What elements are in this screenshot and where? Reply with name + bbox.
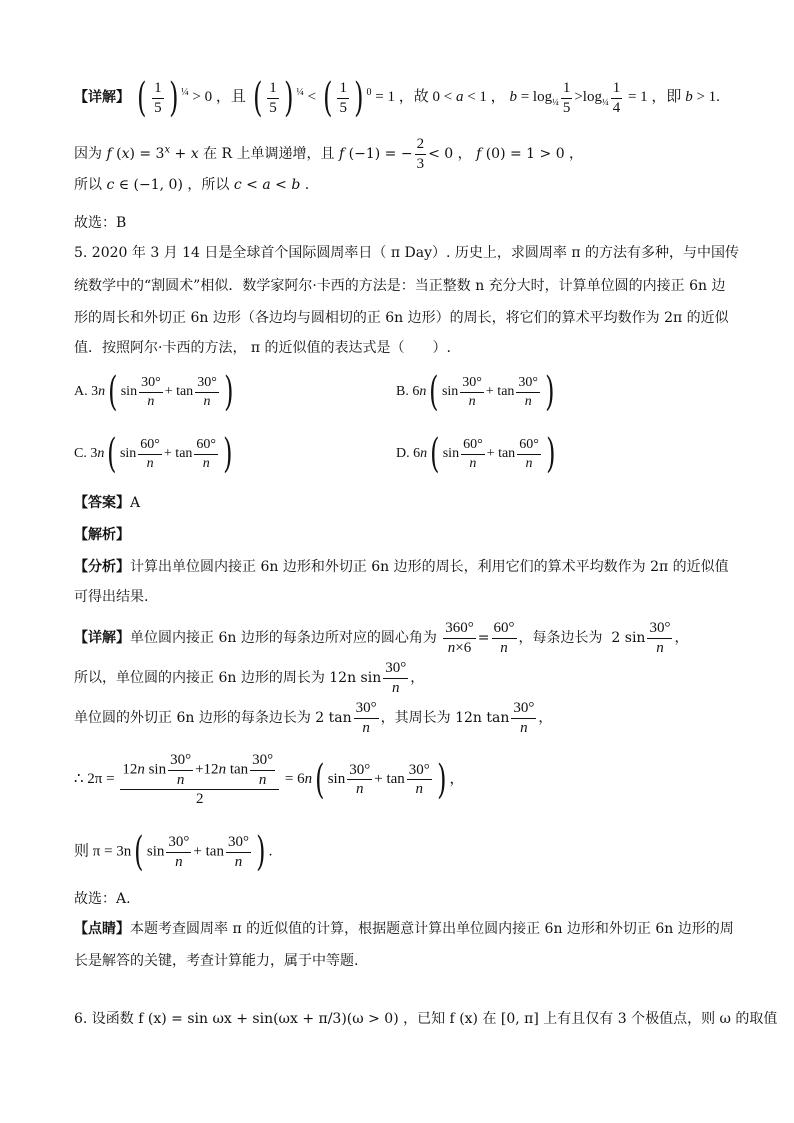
solution-line-3: 所以 c ∈ (−1, 0) ，所以 c < a < b . [74, 177, 310, 193]
option-a: A. 3n( sin $\frac{30^\circ}{n}$ + tan $\frac{30^\circ}{n}$ ) [74, 369, 234, 415]
option-b: B. 6n( sin $\frac{30^\circ}{n}$ + tan $\frac{30^\circ}{n}$ ) [396, 369, 555, 415]
detail-line-1: 【详解】单位圆内接正 6n 边形的每条边所对应的圆心角为 $\frac{360^\circ}{n\times 6}$ = $\frac{60^\circ}{n}$ ，每条边长为 2 sin $\frac{30^\circ}{n}$ ， [74, 620, 689, 656]
answer-line: 【答案】A [74, 495, 141, 511]
solution-line-2: 因为 f $(x) = 3^x + x$ 在 R 上单调递增，且 f (−1) = − $\frac{2}{3}$ < 0 ， f (0) = 1 > 0 ， [74, 136, 584, 172]
detail-line-5: 则 π = 3n( sin $\frac{30^\circ}{n}$ + tan $\frac{30^\circ}{n}$ ) . [74, 829, 273, 875]
question-6-line-1: 6. 设函数 f (x) = sin ωx + sin(ωx + π/3)(ω > 0) ，已知 f (x) 在 [0, π] 上有且仅有 3 个极值点，则 ω 的取值 [74, 1011, 778, 1027]
comment-line-2: 长是解答的关键，考查计算能力，属于中等题. [74, 953, 359, 969]
option-d: D. 6n( sin $\frac{60^\circ}{n}$ + tan $\frac{60^\circ}{n}$ ) [396, 431, 556, 477]
detail-line-3: 单位圆的外切正 6n 边形的每条边长为 2 tan $\frac{30^\circ}{n}$ ，其周长为 12n tan $\frac{30^\circ}{n}$ ， [74, 700, 553, 736]
question-5-line-1: 5. 2020 年 3 月 14 日是全球首个国际圆周率日（ π Day）. 历史上，求圆周率 π 的方法有多种，与中国传 [74, 245, 739, 261]
question-5-line-2: 统数学中的“割圆术”相似．数学家阿尔·卡西的方法是：当正整数 n 充分大时，计算单位圆的内接正 6n 边 [74, 278, 726, 294]
question-5-line-3: 形的周长和外切正 6n 边形（各边均与圆相切的正 6n 边形）的周长，将它们的算术平均数作为 2π 的近似 [74, 310, 729, 326]
math-expression: ( $\frac{1}{5}$ ) $^{\frac{1}{4}}$ > 0 ，且 ( $\frac{1}{5}$ ) $^{\frac{1}{4}}$ < ( $\frac{1}{5}$ ) $^0$ = 1 ，故 0 < a < 1 ， $b = \log_{\frac{1}{4}}$ $\frac{1}{5}$ $>\log_{\frac{1}{4}}$ $\frac{1}{4}$ = 1 ，即 b > 1. [137, 75, 720, 121]
question-5-line-4: 值．按照阿尔·卡西的方法， π 的近似值的表达式是（ ）. [74, 340, 452, 356]
choice-result-b: 故选：B [74, 215, 127, 231]
analysis-line-1: 【分析】计算出单位圆内接正 6n 边形和外切正 6n 边形的周长，利用它们的算术平均数作为 2π 的近似值 [74, 559, 729, 575]
comment-line-1: 【点睛】本题考查圆周率 π 的近似值的计算，根据题意计算出单位圆内接正 6n 边形和外切正 6n 边形的周 [74, 921, 734, 937]
analysis-label: 【解析】 [74, 527, 130, 543]
detail-label: 【详解】 [74, 89, 130, 106]
option-c: C. 3n( sin $\frac{60^\circ}{n}$ + tan $\frac{60^\circ}{n}$ ) [74, 431, 233, 477]
analysis-line-2: 可得出结果. [74, 589, 149, 605]
solution-line-1 [74, 75, 720, 121]
detail-line-2: 所以，单位圆的内接正 6n 边形的周长为 12n sin $\frac{30^\circ}{n}$ ， [74, 660, 425, 696]
choice-result-a: 故选：A. [74, 891, 131, 907]
detail-line-4: ∴ 2π = 12n sin $\frac{30^\circ}{n}$ +12n tan $\frac{30^\circ}{n}$ 2 = 6n( sin $\frac{30^\circ}{n}$ + tan $\frac{30^\circ}{n}$ ) ， [74, 752, 465, 807]
